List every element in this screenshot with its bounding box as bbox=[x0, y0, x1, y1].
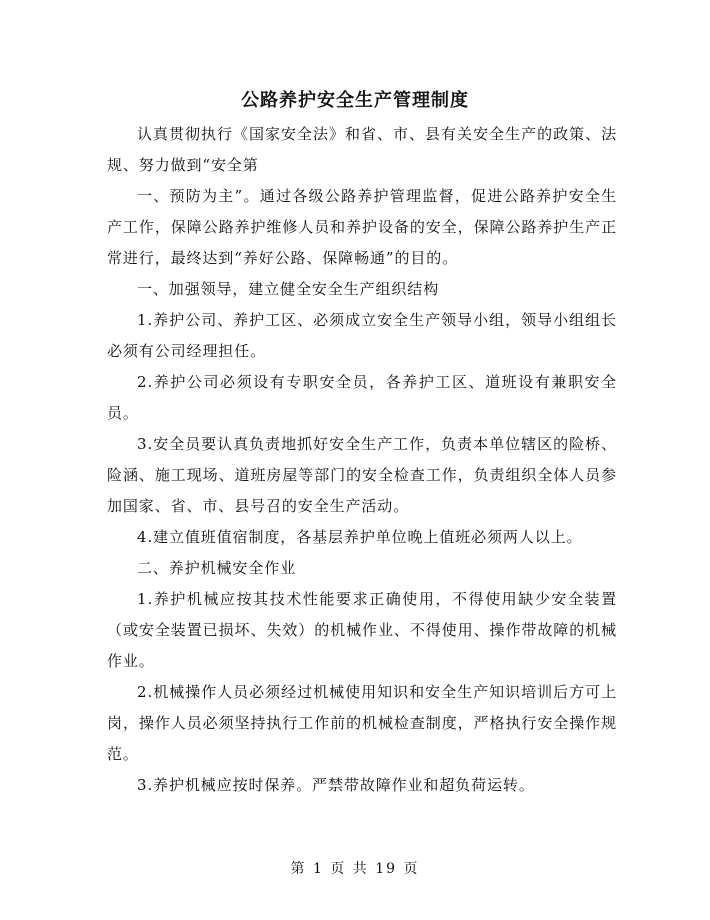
section-1-item-3: 3.安全员要认真负责地抓好安全生产工作，负责本单位辖区的险桥、险涵、施工现场、道班房屋等部门的安全检查工作，负责组织全体人员参加国家、省、市、县号召的安全生产活动。 bbox=[107, 435, 617, 515]
page-number-footer: 第 1 页 共 19 页 bbox=[290, 861, 420, 877]
document-body bbox=[107, 119, 617, 801]
paragraph-intro: 认真贯彻执行《国家安全法》和省、市、县有关安全生产的政策、法规、努力做到“安全第 bbox=[107, 125, 617, 174]
section-2-item-3: 3.养护机械应按时保养。严禁带故障作业和超负荷运转。 bbox=[137, 776, 535, 794]
section-1-item-1: 1.养护公司、养护工区、必须成立安全生产领导小组，领导小组组长必须有公司经理担任。 bbox=[107, 311, 617, 360]
section-2-item-1: 1.养护机械应按其技术性能要求正确使用，不得使用缺少安全装置（或安全装置已损坏、失效）的机械作业、不得使用、操作带故障的机械作业。 bbox=[107, 590, 617, 670]
section-1-item-2: 2.养护公司必须设有专职安全员，各养护工区、道班设有兼职安全员。 bbox=[107, 373, 617, 422]
section-heading-2: 二、养护机械安全作业 bbox=[137, 559, 297, 577]
section-heading-1: 一、加强领导，建立健全安全生产组织结构 bbox=[137, 280, 440, 298]
document-title: 公路养护安全生产管理制度 bbox=[241, 90, 469, 111]
section-1-item-4: 4.建立值班值宿制度，各基层养护单位晚上值班必须两人以上。 bbox=[137, 528, 583, 546]
paragraph-purpose: 一、预防为主”。通过各级公路养护管理监督，促进公路养护安全生产工作，保障公路养护维修人员和养护设备的安全，保障公路养护生产正常进行，最终达到“养好公路、保障畅通”的目的。 bbox=[107, 187, 617, 267]
section-2-item-2: 2.机械操作人员必须经过机械使用知识和安全生产知识培训后方可上岗，操作人员必须坚持执行工作前的机械检查制度，严格执行安全操作规范。 bbox=[107, 683, 617, 763]
